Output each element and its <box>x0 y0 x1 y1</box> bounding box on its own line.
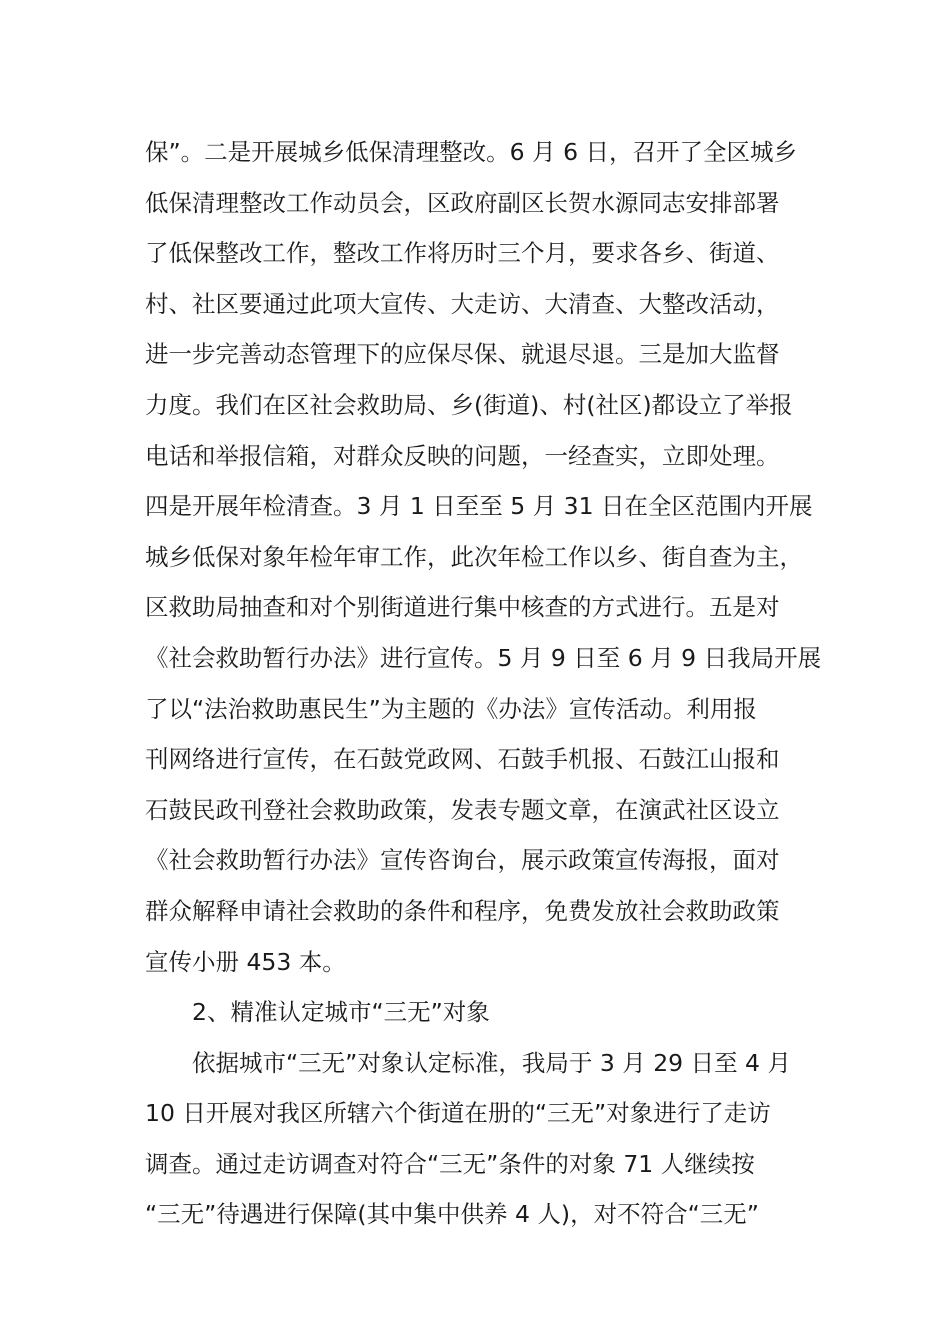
paragraph-line: 城乡低保对象年检年审工作，此次年检工作以乡、街自查为主， <box>145 542 803 571</box>
paragraph-line: 了以“法治救助惠民生”为主题的《办法》宣传活动。利用报 <box>145 694 757 723</box>
paragraph-line: 力度。我们在区社会救助局、乡(街道)、村(社区)都设立了举报 <box>145 390 793 419</box>
paragraph-line: 石鼓民政刊登社会救助政策，发表专题文章，在演武社区设立 <box>145 795 780 824</box>
paragraph-line: 调查。通过走访调查对符合“三无”条件的对象 71 人继续按 <box>145 1149 755 1178</box>
paragraph-line: 群众解释申请社会救助的条件和程序，免费发放社会救助政策 <box>145 896 780 925</box>
paragraph-line: “三无”待遇进行保障(其中集中供养 4 人)，对不符合“三无” <box>145 1200 759 1229</box>
paragraph-line: 村、社区要通过此项大宣传、大走访、大清查、大整改活动， <box>145 289 780 318</box>
paragraph-line: 《社会救助暂行办法》宣传咨询台，展示政策宣传海报，面对 <box>145 846 780 875</box>
paragraph-line: 区救助局抽查和对个别街道进行集中核查的方式进行。五是对 <box>145 593 780 622</box>
paragraph-line: 宣传小册 453 本。 <box>145 947 346 976</box>
paragraph-line: 刊网络进行宣传，在石鼓党政网、石鼓手机报、石鼓江山报和 <box>145 745 780 774</box>
section-heading: 2、精准认定城市“三无”对象 <box>192 998 490 1027</box>
paragraph-line: 低保清理整改工作动员会，区政府副区长贺水源同志安排部署 <box>145 188 780 217</box>
paragraph-line: 进一步完善动态管理下的应保尽保、就退尽退。三是加大监督 <box>145 340 780 369</box>
paragraph-line: 了低保整改工作，整改工作将历时三个月，要求各乡、街道、 <box>145 239 780 268</box>
paragraph-line: 四是开展年检清查。3 月 1 日至至 5 月 31 日在全区范围内开展 <box>145 492 813 521</box>
paragraph-line: 依据城市“三无”对象认定标准，我局于 3 月 29 日至 4 月 <box>192 1048 791 1077</box>
paragraph-line: 《社会救助暂行办法》进行宣传。5 月 9 日至 6 月 9 日我局开展 <box>145 643 822 672</box>
document-body <box>145 127 822 1240</box>
paragraph-line: 保”。二是开展城乡低保清理整改。6 月 6 日，召开了全区城乡 <box>145 138 797 166</box>
paragraph-line: 电话和举报信箱，对群众反映的问题，一经查实，立即处理。 <box>145 441 780 470</box>
paragraph-line: 10 日开展对我区所辖六个街道在册的“三无”对象进行了走访 <box>145 1099 771 1128</box>
